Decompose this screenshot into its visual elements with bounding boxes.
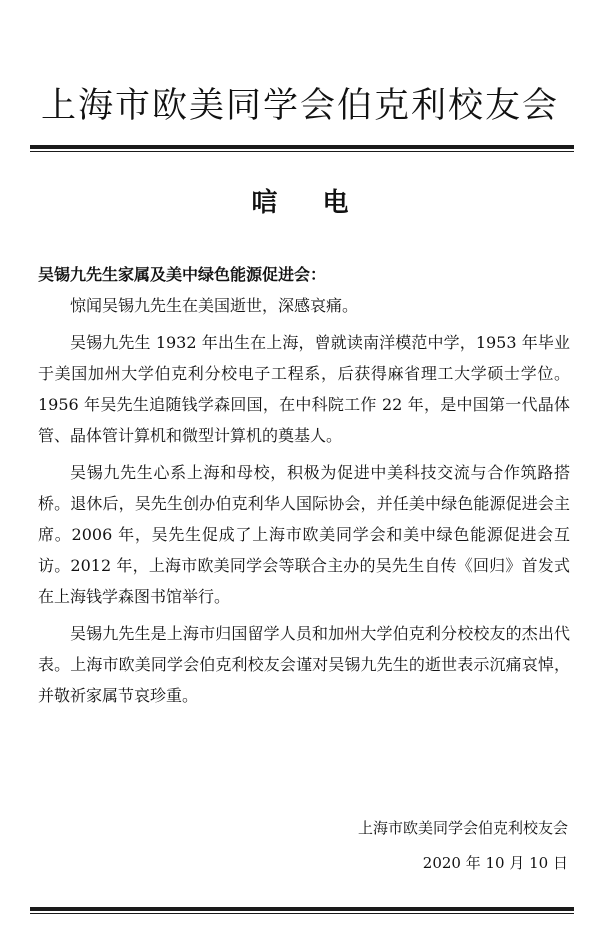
organization-header: 上海市欧美同学会伯克利校友会 <box>40 86 559 126</box>
signature-block <box>358 817 568 873</box>
paragraph: 吴锡九先生心系上海和母校，积极为促进中美科技交流与合作筑路搭桥。退休后，吴先生创办伯克利华人国际协会，并任美中绿色能源促进会主席。2006 年，吴先生促成了上海市欧美同学会和美中绿色能源促进会互访。2012 年，上海市欧美同学会等联合主办的吴先生自传《回归》首发式在上海钱学森图书馆举行。 <box>38 463 570 606</box>
signature-date: 2020 年 10 月 10 日 <box>422 854 568 872</box>
document-title: 唁 电 <box>251 188 367 218</box>
header-rule-thin <box>30 151 574 152</box>
paragraph: 吴锡九先生是上海市归国留学人员和加州大学伯克利分校校友的杰出代表。上海市欧美同学会伯克利校友会谨对吴锡九先生的逝世表示沉痛哀悼，并敬祈家属节哀珍重。 <box>38 624 570 705</box>
footer-rule-thin <box>30 913 574 914</box>
salutation: 吴锡九先生家属及美中绿色能源促进会： <box>38 265 327 284</box>
signature-organization: 上海市欧美同学会伯克利校友会 <box>357 819 568 837</box>
header-rule-thick <box>30 145 574 149</box>
paragraph: 吴锡九先生 1932 年出生在上海，曾就读南洋模范中学，1953 年毕业于美国加州大学伯克利分校电子工程系，后获得麻省理工大学硕士学位。1956 年吴先生追随钱学森回国，在中科院工作 22 年，是中国第一代晶体管、晶体管计算机和微型计算机的奠基人。 <box>38 333 570 445</box>
footer-rule-thick <box>30 907 574 911</box>
letter-body <box>38 290 570 717</box>
paragraph: 惊闻吴锡九先生在美国逝世，深感哀痛。 <box>70 296 359 315</box>
